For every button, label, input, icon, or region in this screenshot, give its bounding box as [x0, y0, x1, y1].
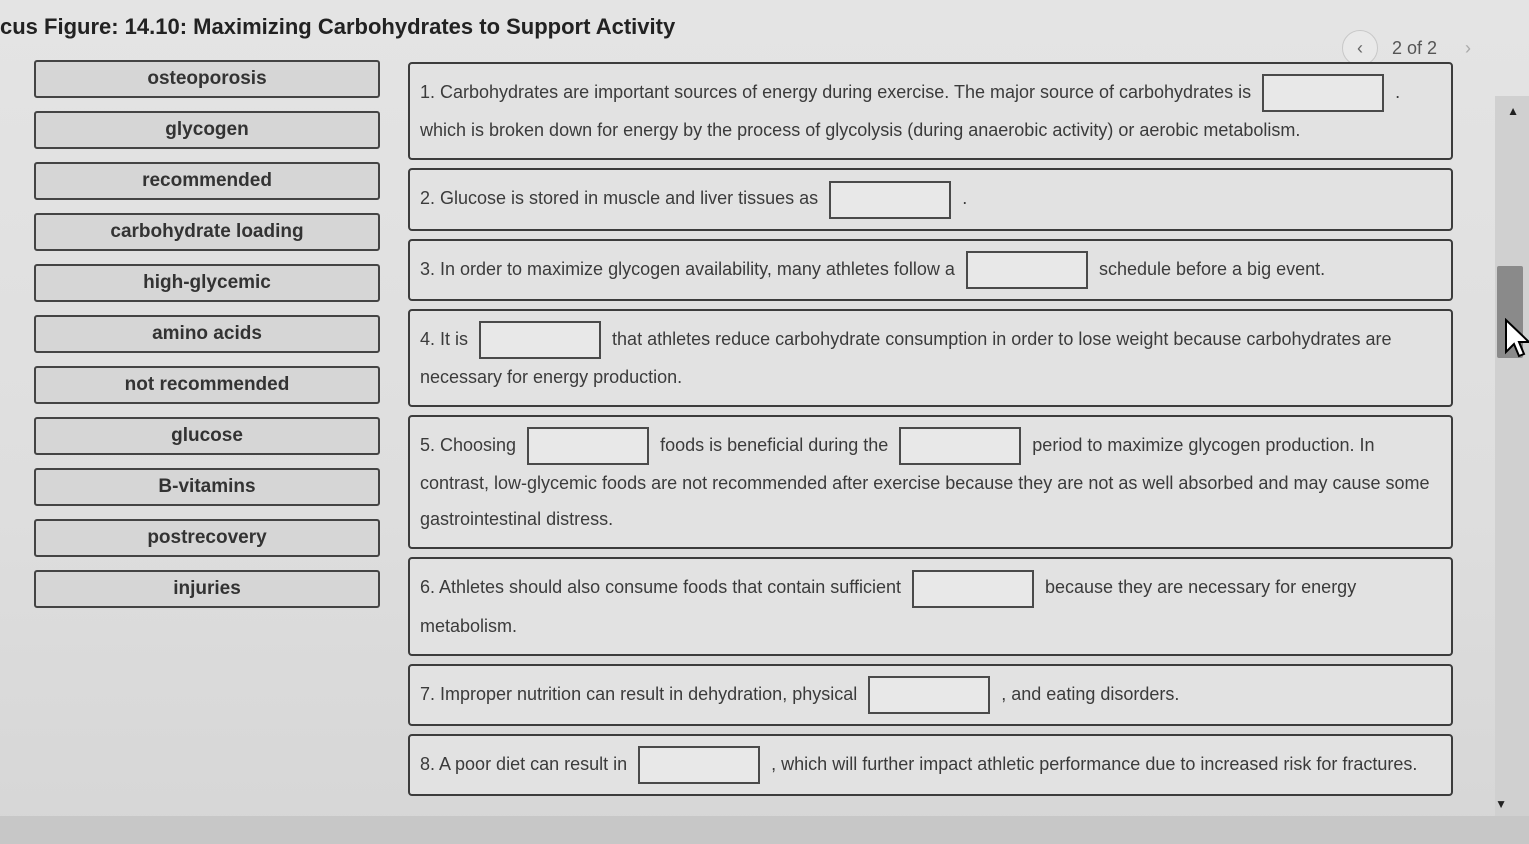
question-7-drop-target[interactable] [868, 676, 990, 714]
question-4-drop-target[interactable] [479, 321, 601, 359]
term-glycogen[interactable]: glycogen [34, 111, 380, 149]
question-8 [408, 734, 1453, 796]
question-5-drop-target-1[interactable] [527, 427, 649, 465]
question-5-text-a: 5. Choosing [420, 435, 517, 455]
scrollbar-track[interactable] [1495, 96, 1529, 816]
term-carbohydrate-loading[interactable]: carbohydrate loading [34, 213, 380, 251]
question-5-text-b: foods is beneficial during the [660, 435, 889, 455]
question-4-text-b: that athletes reduce carbohydrate consumption in order to lose weight because carbohydrates are necessary for energy production. [420, 328, 1392, 387]
question-7-text-b: , and eating disorders. [1001, 683, 1180, 704]
chevron-right-icon: › [1465, 37, 1471, 58]
next-page-button[interactable] [1465, 38, 1471, 59]
question-2 [408, 168, 1453, 230]
question-2-text-b: . [962, 188, 968, 209]
term-postrecovery[interactable]: postrecovery [34, 519, 380, 557]
chevron-left-icon: ‹ [1356, 37, 1363, 58]
word-bank [34, 60, 380, 621]
question-8-text-a: 8. A poor diet can result in [420, 753, 628, 774]
term-osteoporosis[interactable]: osteoporosis [34, 60, 380, 98]
question-6-drop-target[interactable] [912, 570, 1034, 608]
page-navigation [1342, 30, 1471, 66]
question-2-text-a: 2. Glucose is stored in muscle and liver tissues as [420, 188, 819, 209]
page-indicator: 2 of 2 [1391, 37, 1437, 58]
term-glucose[interactable]: glucose [34, 417, 380, 455]
question-5-text-c: period to maximize glycogen production. In contrast, low-glycemic foods are not recommended after exercise because they are not as well absorbed and may cause some gastrointestinal distress. [420, 435, 1430, 530]
question-8-text-b: , which will further impact athletic performance due to increased risk for fractures. [771, 753, 1418, 774]
question-1-text-a: 1. Carbohydrates are important sources of energy during exercise. The major source of carbohydrates is [420, 82, 1252, 102]
scroll-down-arrow-icon[interactable]: ▼ [1495, 797, 1507, 811]
term-amino-acids[interactable]: amino acids [34, 315, 380, 353]
question-1-drop-target[interactable] [1262, 74, 1384, 112]
question-3-drop-target[interactable] [966, 251, 1088, 289]
mouse-cursor-icon [1504, 318, 1529, 358]
term-recommended[interactable]: recommended [34, 162, 380, 200]
question-6 [408, 557, 1453, 655]
question-5-drop-target-2[interactable] [899, 427, 1021, 465]
prev-page-button[interactable] [1342, 30, 1378, 66]
question-7 [408, 664, 1453, 726]
figure-title: cus Figure: 14.10: Maximizing Carbohydrates to Support Activity [0, 14, 676, 39]
question-3 [408, 239, 1453, 301]
bottom-bar [0, 816, 1529, 844]
term-injuries[interactable]: injuries [34, 570, 380, 608]
question-6-text-a: 6. Athletes should also consume foods that contain sufficient [420, 577, 901, 598]
question-4-text-a: 4. It is [420, 328, 469, 349]
question-3-text-a: 3. In order to maximize glycogen availability, many athletes follow a [420, 258, 955, 279]
question-4 [408, 309, 1453, 407]
question-1-text-b: . [1395, 82, 1401, 102]
term-not-recommended[interactable]: not recommended [34, 366, 380, 404]
term-high-glycemic[interactable]: high-glycemic [34, 264, 380, 302]
question-8-drop-target[interactable] [638, 746, 760, 784]
term-b-vitamins[interactable]: B-vitamins [34, 468, 380, 506]
question-2-drop-target[interactable] [829, 181, 951, 219]
question-5 [408, 415, 1453, 549]
question-list [408, 62, 1453, 804]
scroll-up-arrow-icon[interactable]: ▲ [1507, 104, 1519, 118]
question-7-text-a: 7. Improper nutrition can result in dehydration, physical [420, 683, 858, 704]
question-1 [408, 62, 1453, 160]
question-3-text-b: schedule before a big event. [1098, 258, 1326, 279]
question-6-text-b: because they are necessary for energy metabolism. [420, 577, 1357, 636]
question-1-text-c: which is broken down for energy by the process of glycolysis (during anaerobic activity) or aerobic metabolism. [420, 120, 1301, 141]
